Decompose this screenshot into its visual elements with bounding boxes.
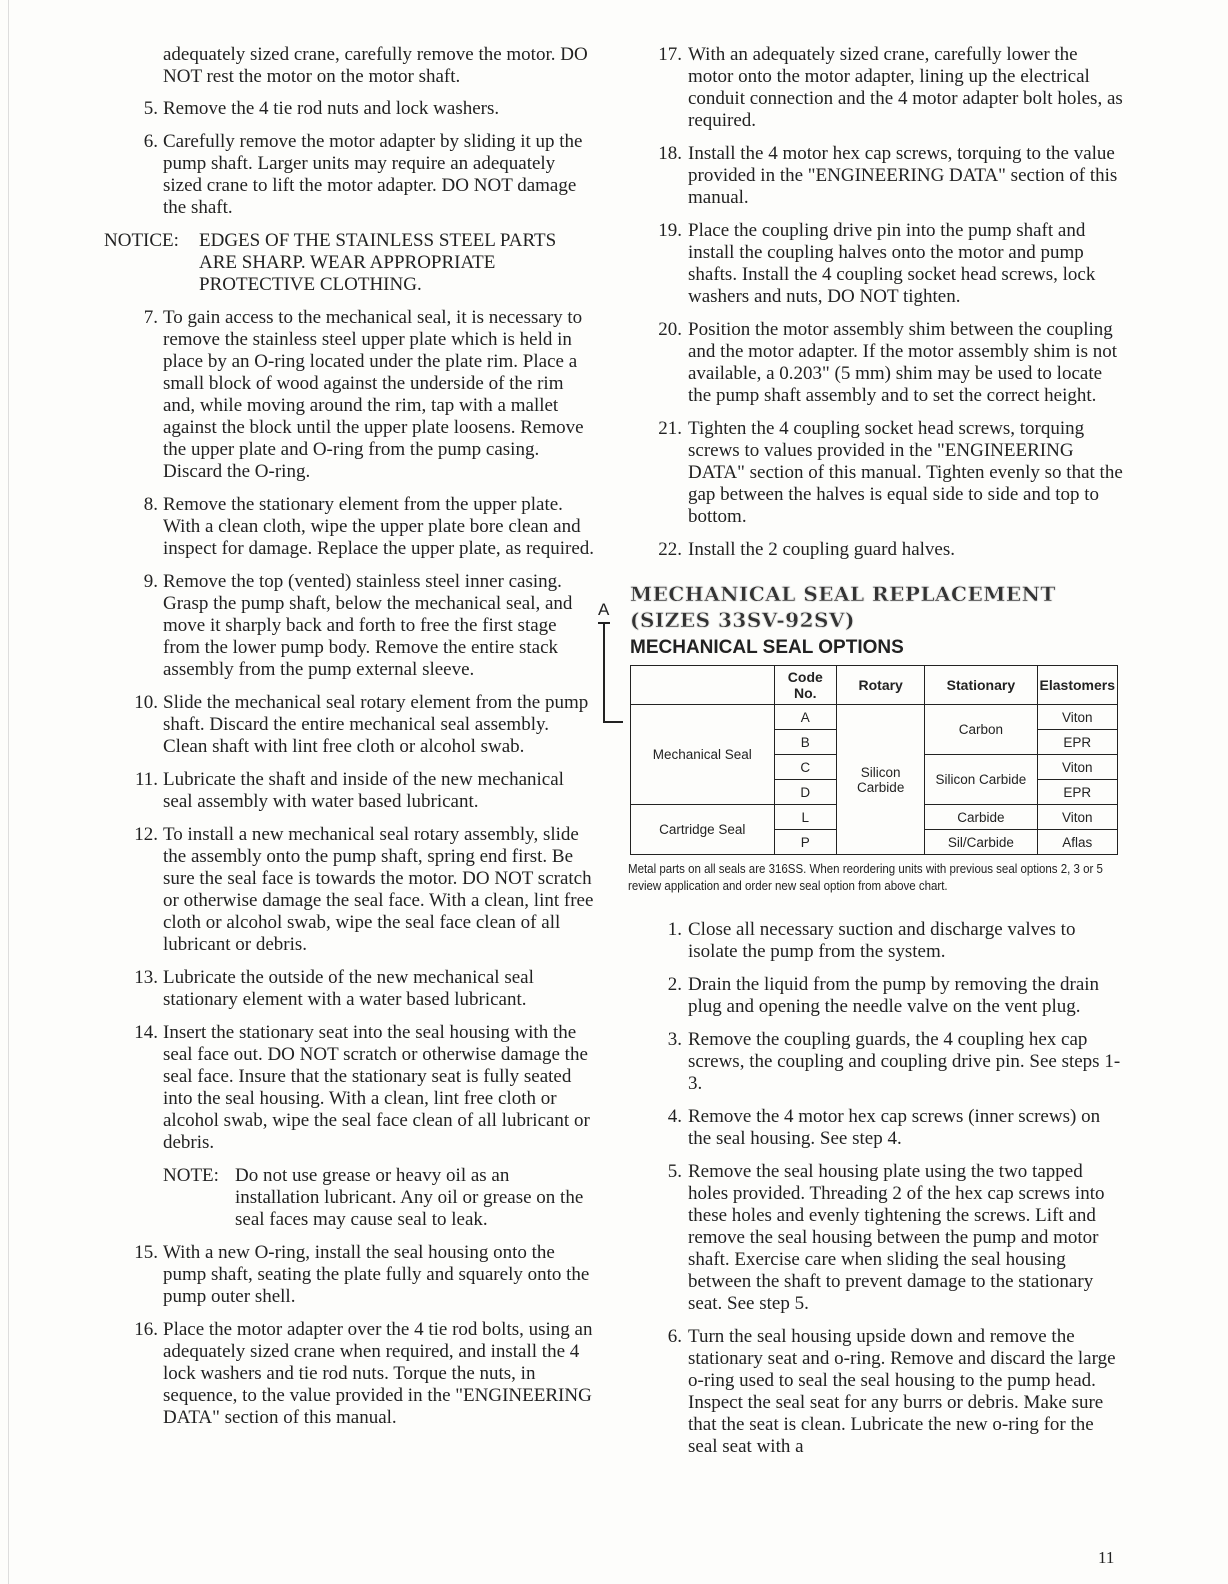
table-header-row — [631, 666, 1118, 705]
intro-paragraph: adequately sized crane, carefully remove the motor. DO NOT rest the motor on the motor shaft. — [163, 44, 588, 87]
note-block — [104, 1165, 596, 1231]
notice-label: NOTICE: — [104, 230, 179, 251]
list-item: 5. Remove the seal housing plate using the two tapped holes provided. Threading 2 of the hex cap screws into these holes and evenly tightening the screws. Lift and remove the seal housing between the pump and motor shaft. Exercise care when sliding the seal housing between the shaft to prevent damage to the stationary seat. See step 5. — [667, 1161, 1105, 1314]
list-item: 20. Position the motor assembly shim between the coupling and the motor adapter. If the motor assembly shim is not available, a 0.203" (5 mm) shim may be used to locate the pump shaft assembly and to set the correct height. — [658, 319, 1118, 406]
right-column — [630, 44, 1124, 1469]
rotary-cell: Silicon Carbide — [837, 705, 925, 855]
table-row: D EPR — [631, 780, 1118, 805]
list-item: 4. Remove the 4 motor hex cap screws (inner screws) on the seal housing. See step 4. — [667, 1106, 1101, 1149]
left-column — [104, 44, 596, 1440]
table-footnote: Metal parts on all seals are 316SS. When reordering units with previous seal options 2, 3 or 5 review application and order new seal option from above chart. — [628, 862, 1103, 893]
list-item: 9. Remove the top (vented) stainless steel inner casing. Grasp the pump shaft, below the mechanical seal, and move it sharply back and forth to free the first stage from the lower pump body. Remove the entire stack assembly from the pump external sleeve. — [143, 571, 573, 680]
table-row: C Silicon Carbide Viton — [631, 755, 1118, 780]
table-row: Cartridge Seal L Carbide Viton — [631, 805, 1118, 830]
list-item: 5. Remove the 4 tie rod nuts and lock washers. — [143, 98, 500, 119]
notice-block — [104, 230, 596, 296]
table-row: B EPR — [631, 730, 1118, 755]
list-item: 1. Close all necessary suction and discharge valves to isolate the pump from the system. — [667, 919, 1076, 962]
list-item: 22. Install the 2 coupling guard halves. — [658, 539, 955, 560]
list-item: 18. Install the 4 motor hex cap screws, torquing to the value provided in the "ENGINEERING DATA" section of this manual. — [658, 143, 1118, 208]
notice-text: EDGES OF THE STAINLESS STEEL PARTS ARE SHARP. WEAR APPROPRIATE PROTECTIVE CLOTHING. — [199, 230, 557, 295]
table-row: Mechanical Seal A Silicon Carbide Carbon Viton — [631, 705, 1118, 730]
revision-letter: A — [598, 600, 610, 619]
note-text: Do not use grease or heavy oil as an installation lubricant. Any oil or grease on the seal faces may cause seal to leak. — [235, 1165, 584, 1230]
col-header-elastomers: Elastomers — [1037, 666, 1117, 705]
list-item: 12. To install a new mechanical seal rotary assembly, slide the assembly onto the pump shaft, spring end first. Be sure the seal face is towards the motor. DO NOT scratch or otherwise damage the seal face. With a clean, lint free cloth or alcohol swab, wipe the seal face clean of all lubricant or debris. — [134, 824, 594, 955]
list-item: 10. Slide the mechanical seal rotary element from the pump shaft. Discard the entire mechanical seal assembly. Clean shaft with lint free cloth or alcohol swab. — [134, 692, 589, 757]
list-item: 19. Place the coupling drive pin into the pump shaft and install the coupling halves onto the motor and pump shafts. Install the 4 coupling socket head screws, lock washers and nuts, DO NOT tighten. — [658, 220, 1096, 307]
seal-options-heading: MECHANICAL SEAL OPTIONS — [630, 637, 904, 658]
scan-edge — [8, 0, 9, 1584]
list-item: 11. Lubricate the shaft and inside of the new mechanical seal assembly with water based lubricant. — [134, 769, 564, 812]
list-item: 21. Tighten the 4 coupling socket head screws, torquing screws to values provided in the "ENGINEERING DATA" section of this manual. Tighten evenly so that the gap between the halves is equal side to side and top to bottom. — [658, 418, 1123, 527]
table-row: P Sil/Carbide Aflas — [631, 830, 1118, 855]
seal-options-table — [630, 665, 1118, 855]
list-item: 15. With a new O-ring, install the seal housing onto the pump shaft, seating the plate fully and squarely onto the pump outer shell. — [134, 1242, 590, 1307]
note-label: NOTE: — [163, 1165, 219, 1186]
list-item: 6. Turn the seal housing upside down and remove the stationary seat and o-ring. Remove and discard the large o-ring used to seal the seal housing to the pump head. Inspect the seal seat for any burrs or debris. Make sure that the seat is clean. Lubricate the new o-ring for the seal seat with a — [667, 1326, 1116, 1457]
list-item: 17. With an adequately sized crane, carefully lower the motor onto the motor adapter, lining up the electrical conduit connection and the 4 motor adapter bolt holes, as required. — [658, 44, 1123, 131]
list-item: 3. Remove the coupling guards, the 4 coupling hex cap screws, the coupling and coupling drive pin. See steps 1-3. — [667, 1029, 1121, 1094]
col-header-stationary: Stationary — [925, 666, 1037, 705]
group-mechanical-seal: Mechanical Seal — [631, 705, 775, 805]
page-number: 11 — [1098, 1548, 1115, 1567]
list-item: 16. Place the motor adapter over the 4 tie rod bolts, using an adequately sized crane when required, and install the 4 lock washers and tie rod nuts. Torque the nuts, in sequence, to the value provided in the "ENGINEERING DATA" section of this manual. — [134, 1319, 593, 1428]
section-title: MECHANICAL SEAL REPLACEMENT — [630, 582, 1056, 606]
list-item: 14. Insert the stationary seat into the seal housing with the seal face out. DO NOT scratch or otherwise damage the seal face. Insure that the stationary seat is fully seated into the seal housing. With a clean, lint free cloth or alcohol swab, wipe the seal face clean of all lubricant or debris. — [134, 1022, 590, 1153]
group-cartridge-seal: Cartridge Seal — [631, 805, 775, 855]
col-header-code: Code No. — [774, 666, 837, 705]
col-header-rotary: Rotary — [837, 666, 925, 705]
revision-marker — [596, 600, 622, 726]
list-item: 13. Lubricate the outside of the new mechanical seal stationary element with a water based lubricant. — [134, 967, 534, 1010]
list-item: 2. Drain the liquid from the pump by removing the drain plug and opening the needle valve on the vent plug. — [667, 974, 1100, 1017]
list-item: 7. To gain access to the mechanical seal, it is necessary to remove the stainless steel upper plate which is held in place by an O-ring located under the plate rim. Place a small block of wood against the underside of the rim and, while moving around the rim, tap with a mallet against the block until the upper plate loosens. Remove the upper plate and O-ring from the pump casing. Discard the O-ring. — [143, 307, 584, 482]
list-item: 6. Carefully remove the motor adapter by sliding it up the pump shaft. Larger units may require an adequately sized crane to lift the motor adapter. DO NOT damage the shaft. — [143, 131, 583, 218]
list-item: 8. Remove the stationary element from the upper plate. With a clean cloth, wipe the upper plate bore clean and inspect for damage. Replace the upper plate, as required. — [143, 494, 595, 559]
section-subtitle: (SIZES 33SV-92SV) — [630, 608, 855, 632]
